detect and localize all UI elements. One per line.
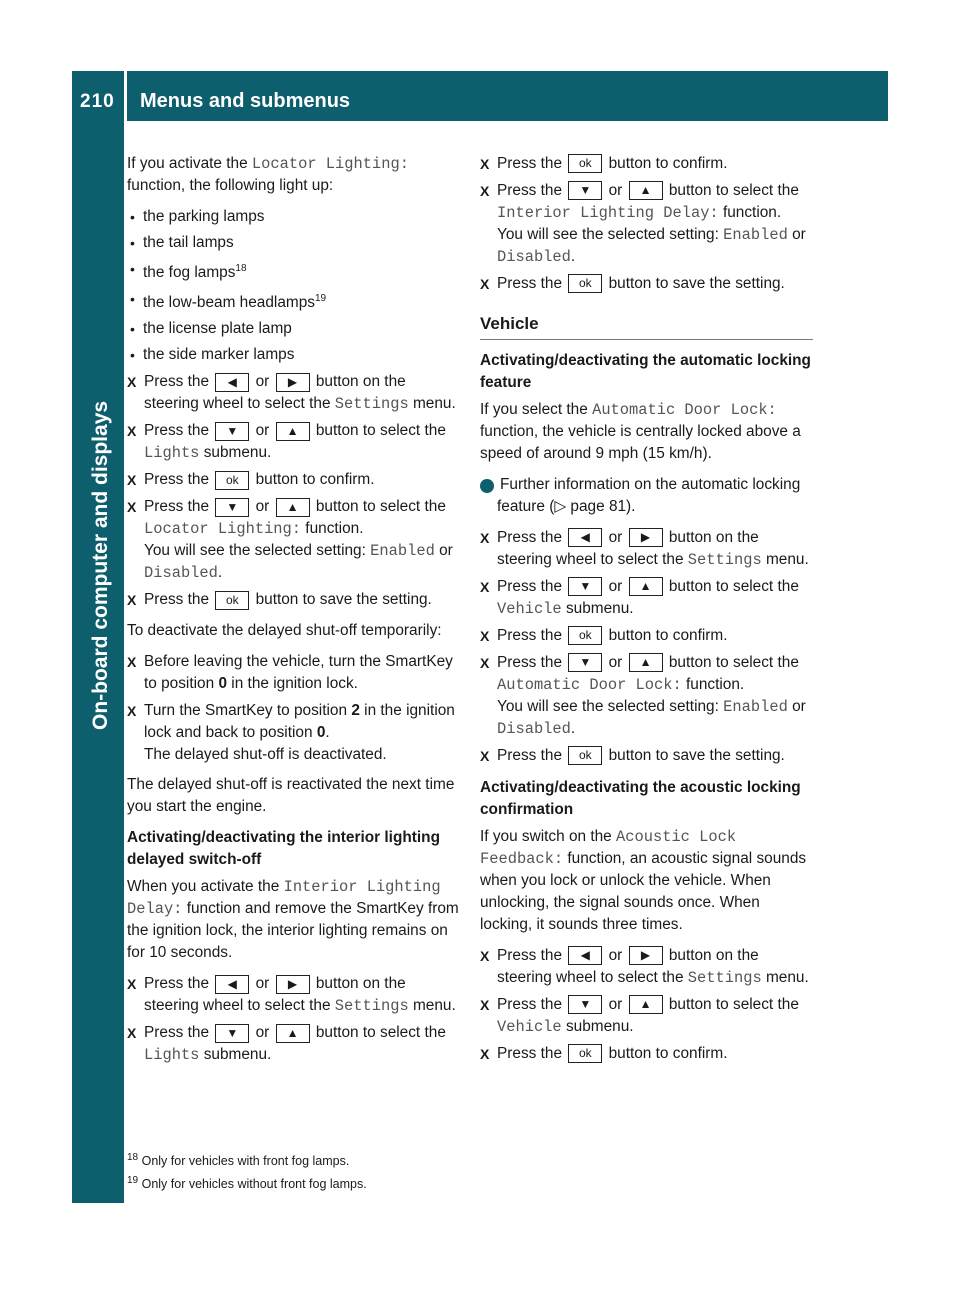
list-item: • the fog lamps$^{18}$ [127, 258, 461, 284]
up-key-icon: ▲ [629, 577, 663, 596]
ok-key-icon: ok [568, 154, 602, 173]
down-key-icon: ▼ [215, 498, 249, 517]
step: X Press the ok button to save the setting. [127, 589, 461, 611]
ok-key-icon: ok [568, 274, 602, 293]
step-marker-icon: X [127, 472, 137, 489]
ok-key-icon: ok [568, 746, 602, 765]
step-marker-icon: X [480, 156, 490, 172]
ok-key-icon: ok [568, 1044, 602, 1063]
right-key-icon: ▶ [276, 975, 310, 994]
info-icon: i [480, 479, 494, 493]
step: X Press the ok button to confirm. [480, 1043, 813, 1065]
up-key-icon: ▲ [276, 422, 310, 441]
step: X Press the ▼ or ▲ button to select the Interior Lighting Delay: function. You will see the selected setting: Enabled or Disabled. [480, 182, 806, 266]
right-key-icon: ▶ [276, 373, 310, 392]
step: X Press the ok button to save the setting. [480, 273, 813, 295]
step-marker-icon: X [480, 183, 490, 199]
step: X Press the ok button to confirm. [480, 153, 813, 175]
step-marker-icon: X [480, 997, 490, 1013]
left-key-icon: ◀ [215, 975, 249, 994]
step-marker-icon: X [127, 374, 137, 391]
subheading: Activating/deactivating the interior lighting delayed switch-off [127, 829, 440, 869]
subheading: Activating/deactivating the acoustic locking confirmation [480, 779, 801, 818]
left-column [127, 153, 461, 1071]
left-key-icon: ◀ [215, 373, 249, 392]
step: X Press the ok button to confirm. [127, 469, 461, 491]
paragraph: If you switch on the Acoustic Lock Feedback: function, an acoustic signal sounds when you lock or unlock the vehicle. When unlocking, the signal sounds once. When locking, it sounds three times. [480, 828, 807, 933]
list-item: • the license plate lamp [127, 318, 461, 340]
step: X Press the ▼ or ▲ button to select the Vehicle submenu. [480, 996, 799, 1036]
section-heading: Vehicle [480, 313, 813, 340]
left-key-icon: ◀ [568, 946, 602, 965]
step-marker-icon: X [127, 976, 137, 993]
up-key-icon: ▲ [276, 498, 310, 517]
step-marker-icon: X [480, 1046, 490, 1062]
step: X Press the ◀ or ▶ button on the steering wheel to select the Settings menu. [127, 373, 456, 414]
step: X Press the ▼ or ▲ button to select the Automatic Door Lock: function. You will see the selected setting: Enabled or Disabled. [480, 654, 806, 738]
step-marker-icon: X [127, 423, 137, 440]
down-key-icon: ▼ [568, 653, 602, 672]
header-divider [124, 71, 127, 121]
list-item: • the parking lamps [127, 206, 461, 228]
side-tab-label: On-board computer and displays [89, 400, 112, 730]
left-key-icon: ◀ [568, 528, 602, 547]
list-item: • the side marker lamps [127, 344, 461, 366]
section-title: Menus and submenus [140, 90, 351, 112]
step: X Press the ◀ or ▶ button on the steering wheel to select the Settings menu. [127, 975, 456, 1016]
right-key-icon: ▶ [629, 528, 663, 547]
step: X Press the ◀ or ▶ button on the steering wheel to select the Settings menu. [480, 947, 809, 987]
subheading: Activating/deactivating the automatic locking feature [480, 352, 811, 391]
step: X Press the ok button to save the setting. [480, 745, 813, 767]
step: X Press the ▼ or ▲ button to select the Lights submenu. [127, 1024, 446, 1065]
step: X Press the ▼ or ▲ button to select the Locator Lighting: function. You will see the selected setting: Enabled or Disabled. [127, 498, 453, 583]
right-column [476, 153, 813, 1070]
paragraph: If you select the Automatic Door Lock: function, the vehicle is centrally locked above a speed of around 9 mph (15 km/h). [480, 401, 801, 462]
footnote: $^{19}$ Only for vehicles without front fog lamps. [127, 1175, 367, 1192]
down-key-icon: ▼ [568, 577, 602, 596]
up-key-icon: ▲ [629, 653, 663, 672]
step-marker-icon: X [480, 748, 490, 764]
info-note: i Further information on the automatic locking feature (▷ page 81). [476, 476, 801, 515]
step-marker-icon: X [480, 276, 490, 292]
step-marker-icon: X [480, 579, 490, 595]
ok-key-icon: ok [215, 591, 249, 610]
footnote: $^{18}$ Only for vehicles with front fog lamps. [127, 1152, 350, 1169]
paragraph: The delayed shut-off is reactivated the next time you start the engine. [127, 776, 455, 816]
list-item: • the low-beam headlamps$^{19}$ [127, 288, 461, 314]
paragraph: To deactivate the delayed shut-off temporarily: [127, 622, 442, 640]
up-key-icon: ▲ [276, 1024, 310, 1043]
step: X Press the ◀ or ▶ button on the steering wheel to select the Settings menu. [480, 529, 809, 569]
step-marker-icon: X [127, 703, 137, 720]
step-marker-icon: X [480, 948, 490, 964]
step-marker-icon: X [127, 499, 137, 516]
step: X Turn the SmartKey to position 2 in the ignition lock and back to position 0. The delayed shut-off is deactivated. [127, 702, 455, 764]
step-marker-icon: X [127, 654, 137, 671]
bullet-list [127, 206, 461, 366]
step-marker-icon: X [127, 1025, 137, 1042]
down-key-icon: ▼ [568, 181, 602, 200]
step-marker-icon: X [127, 592, 137, 609]
step: X Before leaving the vehicle, turn the SmartKey to position 0 in the ignition lock. [127, 653, 453, 693]
step-marker-icon: X [480, 530, 490, 546]
footnotes [127, 1148, 367, 1194]
paragraph: When you activate the Interior Lighting Delay: function and remove the SmartKey from the ignition lock, the interior lighting remains on for 10 seconds. [127, 878, 459, 962]
right-key-icon: ▶ [629, 946, 663, 965]
step: X Press the ▼ or ▲ button to select the Lights submenu. [127, 422, 446, 463]
up-key-icon: ▲ [629, 995, 663, 1014]
paragraph: If you activate the Locator Lighting: function, the following light up: [127, 155, 409, 194]
step: X Press the ok button to confirm. [480, 625, 813, 647]
ok-key-icon: ok [215, 471, 249, 490]
down-key-icon: ▼ [568, 995, 602, 1014]
up-key-icon: ▲ [629, 181, 663, 200]
step-marker-icon: X [480, 628, 490, 644]
step: X Press the ▼ or ▲ button to select the Vehicle submenu. [480, 578, 799, 618]
step-marker-icon: X [480, 655, 490, 671]
down-key-icon: ▼ [215, 422, 249, 441]
list-item: • the tail lamps [127, 232, 461, 254]
page-number: 210 [80, 91, 115, 112]
ok-key-icon: ok [568, 626, 602, 645]
down-key-icon: ▼ [215, 1024, 249, 1043]
